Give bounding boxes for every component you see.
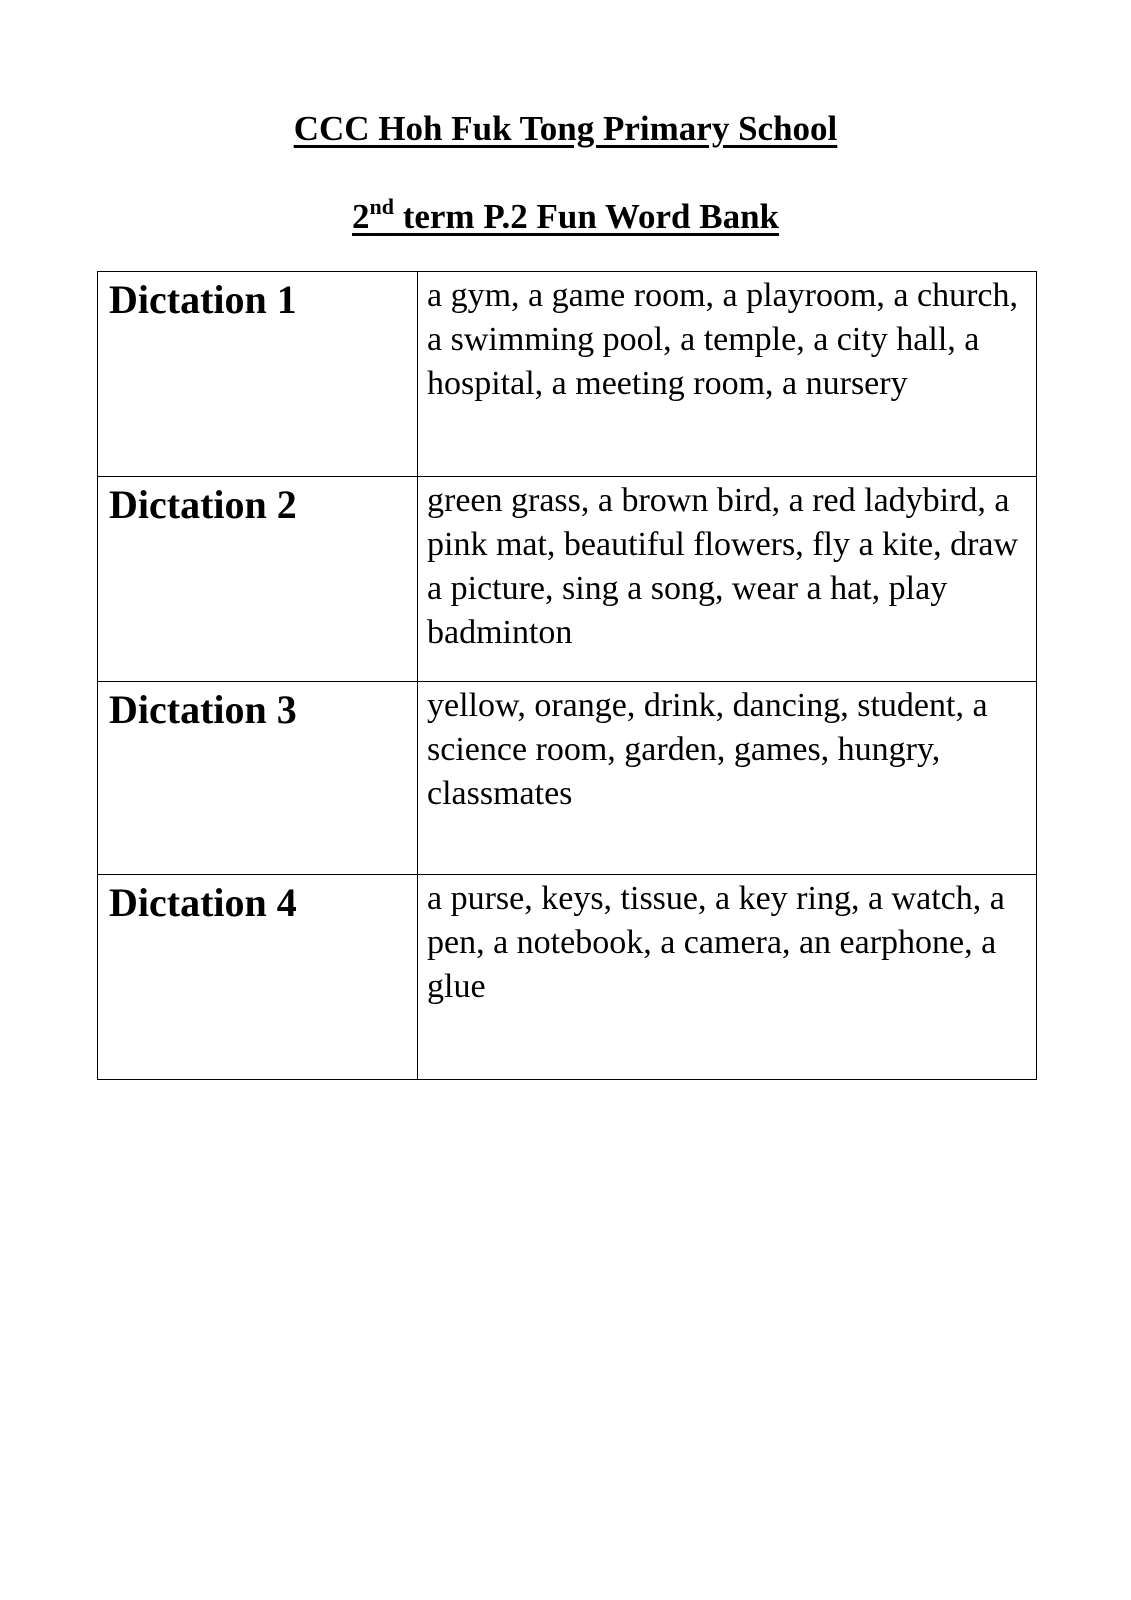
school-title: [0, 108, 1131, 150]
table-row: [98, 477, 1037, 682]
table-row: [98, 272, 1037, 477]
school-name: CCC Hoh Fuk Tong Primary School: [293, 109, 838, 148]
page-title: [0, 196, 1131, 238]
term-ordinal-suffix: nd: [369, 194, 394, 219]
dictation-words: a gym, a game room, a playroom, a church, a swimming pool, a temple, a city hall, a hospital, a meeting room, a nursery: [418, 272, 1037, 477]
dictation-label: Dictation 2: [98, 477, 418, 682]
word-bank-table: [97, 271, 1037, 1080]
term-heading: [351, 194, 780, 236]
table-row: [98, 875, 1037, 1080]
dictation-label: Dictation 1: [98, 272, 418, 477]
term-number: 2: [351, 197, 370, 236]
dictation-label: Dictation 4: [98, 875, 418, 1080]
dictation-label: Dictation 3: [98, 682, 418, 875]
dictation-words: yellow, orange, drink, dancing, student, a science room, garden, games, hungry, classmates: [418, 682, 1037, 875]
table-row: [98, 682, 1037, 875]
term-heading-text: term P.2 Fun Word Bank: [393, 197, 780, 236]
dictation-words: green grass, a brown bird, a red ladybird, a pink mat, beautiful flowers, fly a kite, draw a picture, sing a song, wear a hat, play badminton: [418, 477, 1037, 682]
dictation-words: a purse, keys, tissue, a key ring, a watch, a pen, a notebook, a camera, an earphone, a glue: [418, 875, 1037, 1080]
